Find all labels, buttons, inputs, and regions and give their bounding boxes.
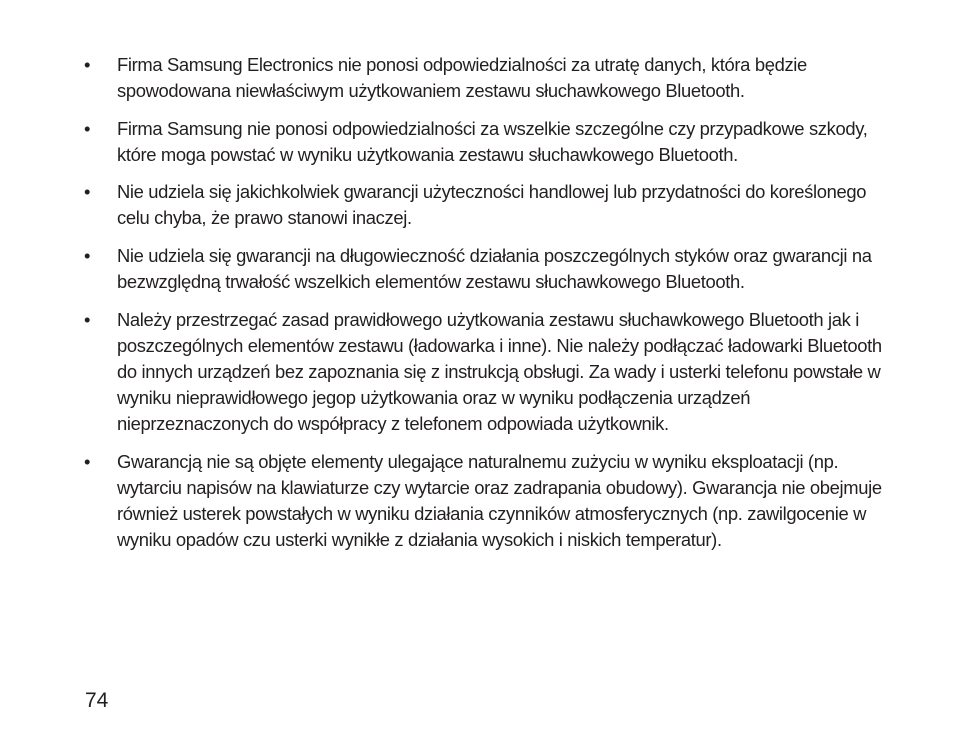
page-number: 74 <box>85 689 109 712</box>
list-item <box>84 52 884 104</box>
bullet-icon: • <box>84 117 91 139</box>
list-item-text: Gwarancją nie są objęte elementy ulegające naturalnemu zużyciu w wyniku eksploatacji (np. wytarciu napisów na klawiaturze czy wytarcie oraz zadrapania obudowy). Gwarancja nie obejmuje również usterek powstałych w wyniku działania czynników atmosferycznych (np. zawilgocenie w wyniku opadów czu usterki wynikłe z działania wysokich i niskich temperatur). <box>117 450 882 550</box>
list-item <box>84 243 884 295</box>
warranty-bullet-list <box>84 52 884 565</box>
bullet-icon: • <box>84 245 91 267</box>
bullet-icon: • <box>84 54 91 75</box>
list-item-text: Nie udziela się jakichkolwiek gwarancji użyteczności handlowej lub przydatności do koreślonego celu chyba, że prawo stanowi inaczej. <box>117 181 867 229</box>
list-item <box>84 449 884 553</box>
list-item <box>84 179 884 231</box>
list-item <box>84 116 884 168</box>
list-item-text: Firma Samsung nie ponosi odpowiedzialności za wszelkie szczególne czy przypadkowe szkody, które moga powstać w wyniku użytkowania zestawu słuchawkowego Bluetooth. <box>117 117 868 165</box>
bullet-icon: • <box>84 308 91 330</box>
bullet-icon: • <box>84 181 91 203</box>
list-item-text: Nie udziela się gwarancji na długowieczność działania poszczególnych styków oraz gwarancji na bezwzględną trwałość wszelkich elementów zestawu słuchawkowego Bluetooth. <box>117 245 872 293</box>
list-item-text: Firma Samsung Electronics nie ponosi odpowiedzialności za utratę danych, która będzie spowodowana niewłaściwym użytkowaniem zestawu słuchawkowego Bluetooth. <box>117 54 807 102</box>
list-item-text: Należy przestrzegać zasad prawidłowego użytkowania zestawu słuchawkowego Bluetooth jak i poszczególnych elementów zestawu (ładowarka i inne). Nie należy podłączać ładowarki Bluetooth do innych urządzeń bez zapoznania się z instrukcją obsługi. Za wady i usterki telefonu powstałe w wyniku nieprawidłowego jegop użytkowania oraz w wyniku podłączenia urządzeń nieprzeznaczonych do współpracy z telefonem odpowiada użytkownik. <box>117 308 882 435</box>
bullet-icon: • <box>84 450 91 472</box>
list-item <box>84 307 884 437</box>
